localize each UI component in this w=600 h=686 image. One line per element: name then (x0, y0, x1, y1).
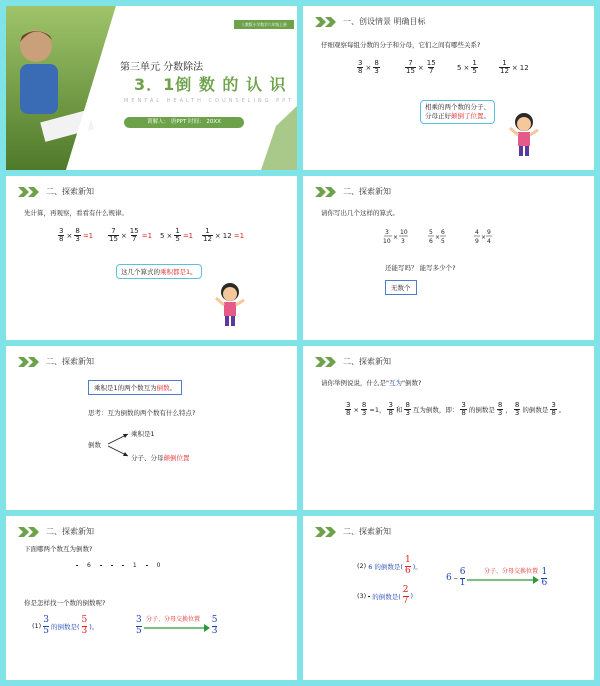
slide-thumbnail-4[interactable] (303, 176, 594, 340)
calc-1: $\frac{3}{8}$ × $\frac{8}{3}$ =1 (59, 227, 94, 243)
answer-box: 无数个 (385, 280, 417, 295)
calc-4: $\frac{1}{12}$ × 12 =1 (203, 227, 245, 243)
branch-arrows (106, 430, 132, 460)
chevron-icon (18, 187, 40, 197)
pair-3: 5 × $\frac{1}{5}$ (457, 59, 477, 75)
svg-text:4: 4 (475, 229, 479, 236)
question: 下面哪两个数互为倒数? (24, 545, 93, 553)
chevron-icon (315, 17, 337, 27)
right-arrow-icon (144, 623, 210, 633)
slide-heading: 二、探索新知 (315, 356, 391, 367)
right-arrow-icon (467, 575, 539, 585)
number-list: 6 1 0 (76, 562, 160, 569)
slide-thumbnail-6[interactable] (303, 346, 594, 510)
instruction: 请你写出几个这样的算式。 (321, 209, 399, 217)
instruction: 先计算，再观察，看看有什么规律。 (24, 209, 128, 217)
svg-text:5: 5 (441, 238, 445, 245)
slide-heading: 二、探索新知 (315, 186, 391, 197)
svg-text:10: 10 (383, 238, 391, 245)
more-question: 还能写吗？ 能写多少个? (385, 264, 456, 272)
svg-text:5: 5 (429, 229, 433, 236)
slide-heading: 一、创设情景 明确目标 (315, 16, 426, 27)
pair-1: $\frac{3}{8}$ × $\frac{8}{3}$ (358, 59, 379, 75)
chevron-icon (315, 187, 337, 197)
hint-bubble: 相乘的两个数的分子、 分母正好颠倒了位置。 (420, 100, 495, 124)
presenter-info: 训解人： 唐PPT 时间： 20XX (124, 117, 244, 128)
arrow-label: 分子、分母交换位置 (484, 568, 539, 575)
slide-heading: 二、探索新知 (315, 526, 391, 537)
swap-diagram: 6 – 6 1 分子、分母交换位置 1 6 (446, 567, 548, 588)
slide-thumbnail-2[interactable] (303, 6, 594, 170)
exercise-3: (3) 的倒数是( 2 7 ) (357, 585, 414, 606)
rule-bubble: 这几个算式的乘积都是1。 (116, 264, 202, 279)
unit-label: 第三单元 分数除法 (120, 62, 204, 73)
definition-box: 乘积是1的两个数互为倒数。 (88, 380, 182, 395)
svg-text:3: 3 (385, 229, 389, 236)
slide-thumbnail-1[interactable] (6, 6, 297, 170)
svg-text:×: × (435, 234, 441, 241)
slide-thumbnail-7[interactable] (6, 516, 297, 680)
girl-cartoon-icon (213, 280, 247, 330)
svg-text:×: × (481, 234, 487, 241)
chevron-icon (18, 357, 40, 367)
pair-2: $\frac{7}{15}$ × $\frac{15}{7}$ (406, 59, 436, 75)
girl-cartoon-icon (507, 110, 541, 160)
slide-heading: 二、探索新知 (18, 186, 94, 197)
slide-heading: 二、探索新知 (18, 356, 94, 367)
subtitle: MENTAL HEALTH COUNSELING PPT (124, 98, 295, 104)
slide-thumbnail-3[interactable] (6, 176, 297, 340)
think-question: 思考：互为倒数的两个数有什么特点? (88, 409, 196, 417)
arrow-label: 分子、分母交换位置 (146, 616, 201, 623)
swap-diagram: 3 5 分子、分母交换位置 5 3 (136, 615, 218, 636)
question: 仔细观察每组分数的分子和分母，它们之间有哪些关系? (321, 41, 481, 49)
slide-title: 3．1倒 数 的 认 识 (134, 75, 287, 94)
how-question: 你是怎样找一个数的倒数呢? (24, 599, 106, 607)
top-tag: 人教版小学数学六年级上册 (234, 20, 294, 29)
svg-text:×: × (393, 234, 399, 241)
svg-text:9: 9 (475, 238, 479, 245)
calc-3: 5 × $\frac{1}{5}$ =1 (160, 227, 194, 243)
mindmap-root: 倒数 (88, 441, 101, 449)
svg-text:4: 4 (487, 238, 491, 245)
chevron-icon (18, 527, 40, 537)
svg-text:6: 6 (429, 238, 433, 245)
svg-text:10: 10 (400, 229, 408, 236)
slide-heading: 二、探索新知 (18, 526, 94, 537)
branch-product: 乘积是1 (131, 430, 155, 438)
slide-thumbnail-8[interactable] (303, 516, 594, 680)
example-expressions (383, 226, 503, 248)
svg-text:3: 3 (401, 238, 405, 245)
question: 请你举例说说，什么是"互为"倒数? (321, 379, 422, 387)
exercise-2: (2) 6 的倒数是( 1 6 )。 (357, 555, 422, 576)
example-1: (1) 3 5 的倒数是( 5 3 )。 (32, 615, 99, 636)
reciprocal-example: $\frac{3}{8}$ × $\frac{8}{3}$ =1， $\frac{3}{8}$ 和 $\frac{8}{3}$ 互为倒数，即： $\frac{3}{8}$ 的倒数是 $\frac{8}{3}$ ， $\frac{8}{3}$ 的倒数是 $\frac{3}{8}$ 。 (346, 401, 566, 417)
svg-text:9: 9 (487, 229, 491, 236)
chevron-icon (315, 357, 337, 367)
slide-thumbnail-5[interactable] (6, 346, 297, 510)
svg-text:6: 6 (441, 229, 445, 236)
calc-2: $\frac{7}{15}$ × $\frac{15}{7}$ =1 (109, 227, 153, 243)
chevron-icon (315, 527, 337, 537)
branch-swap: 分子、分母颠倒位置 (131, 454, 190, 462)
pair-4: $\frac{1}{12}$ × 12 (500, 59, 529, 75)
